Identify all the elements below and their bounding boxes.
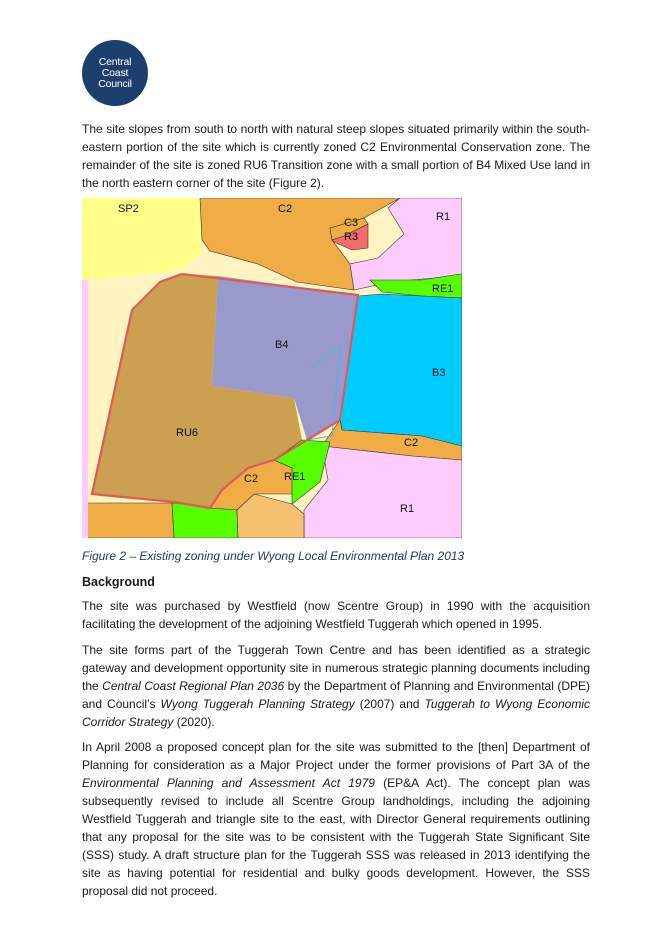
p2-text-a: The site forms part of the Tuggerah Town Centre and has been identified as a strategic gateway and development opportunity site in numerous strategic planning documents including the <box>82 643 590 693</box>
p2-text-c: by the Department of Planning and Environmental (DPE) and Council’s <box>82 679 591 711</box>
label-b3: B3 <box>432 367 446 379</box>
p3-text-c: (EP&A Act). The concept plan was subsequently revised to include all Scentre Group landholdings, including the adjoining Westfield Tuggerah and triangle site to the east, with Director General requirements outlining that any proposal for the site was to be consistent with the Tuggerah State Significant Site (SSS) study. A draft structure plan for the Tuggerah SSS was released in 2013 identifying the site as having potential for residential and bulky goods development. However, the SSS proposal did not proceed. <box>82 776 590 898</box>
label-c2-low: C2 <box>244 473 259 485</box>
label-r1-top: R1 <box>436 211 451 223</box>
label-r3: R3 <box>344 231 359 243</box>
paragraph-purchase: The site was purchased by Westfield (now Scentre Group) in 1990 with the acquisition facilitating the development of the adjoining Westfield Tuggerah which opened in 1995. <box>82 599 590 631</box>
zoning-map-svg <box>82 198 462 538</box>
label-c2-mid: C2 <box>404 437 419 449</box>
label-re1-low: RE1 <box>284 471 306 483</box>
p2-planning-strategy: Wyong Tuggerah Planning Strategy <box>160 697 355 711</box>
zone-r1-low <box>304 446 462 538</box>
label-r1-low: R1 <box>400 503 415 515</box>
p2-regional-plan: Central Coast Regional Plan 2036 <box>102 679 285 693</box>
p2-corridor-strategy: Tuggerah to Wyong Economic Corridor Strategy <box>82 697 590 729</box>
logo-line-1: Central <box>98 55 132 68</box>
p3-act-title: Environmental Planning and Assessment Act 1979 <box>82 776 375 790</box>
p2-text-g: (2020). <box>173 715 215 729</box>
label-re1-top: RE1 <box>432 283 454 295</box>
intro-paragraph: The site slopes from south to north with natural steep slopes situated primarily within the south-eastern portion of the site which is currently zoned C2 Environmental Conservation zone. The remainder of the site is zoned RU6 Transition zone with a small portion of B4 Mixed Use land in the north eastern corner of the site (Figure 2). <box>82 122 590 190</box>
zone-sliver-left <box>82 280 88 538</box>
p2-text-e: (2007) and <box>354 697 425 711</box>
label-sp2: SP2 <box>118 203 139 215</box>
p3-text-a: In April 2008 a proposed concept plan for the site was submitted to the [then] Department of Planning for consideration as a Major Project under the former provisions of Part 3A of the <box>82 740 590 772</box>
figure-caption: Figure 2 – Existing zoning under Wyong Local Environmental Plan 2013 <box>82 549 465 563</box>
label-c2-top: C2 <box>278 203 293 215</box>
logo-line-3: Council <box>98 77 132 90</box>
paragraph-strategic <box>82 641 590 731</box>
zoning-map <box>82 198 462 538</box>
label-c3: C3 <box>344 217 359 229</box>
section-heading: Background <box>82 575 155 589</box>
label-ru6: RU6 <box>176 427 199 439</box>
zone-sp2 <box>82 198 202 280</box>
label-b4: B4 <box>275 339 289 351</box>
council-logo <box>82 40 148 106</box>
paragraph-concept-plan <box>82 738 590 900</box>
zone-c2-bottom-left <box>82 503 174 538</box>
logo-line-2: Coast <box>101 66 129 79</box>
